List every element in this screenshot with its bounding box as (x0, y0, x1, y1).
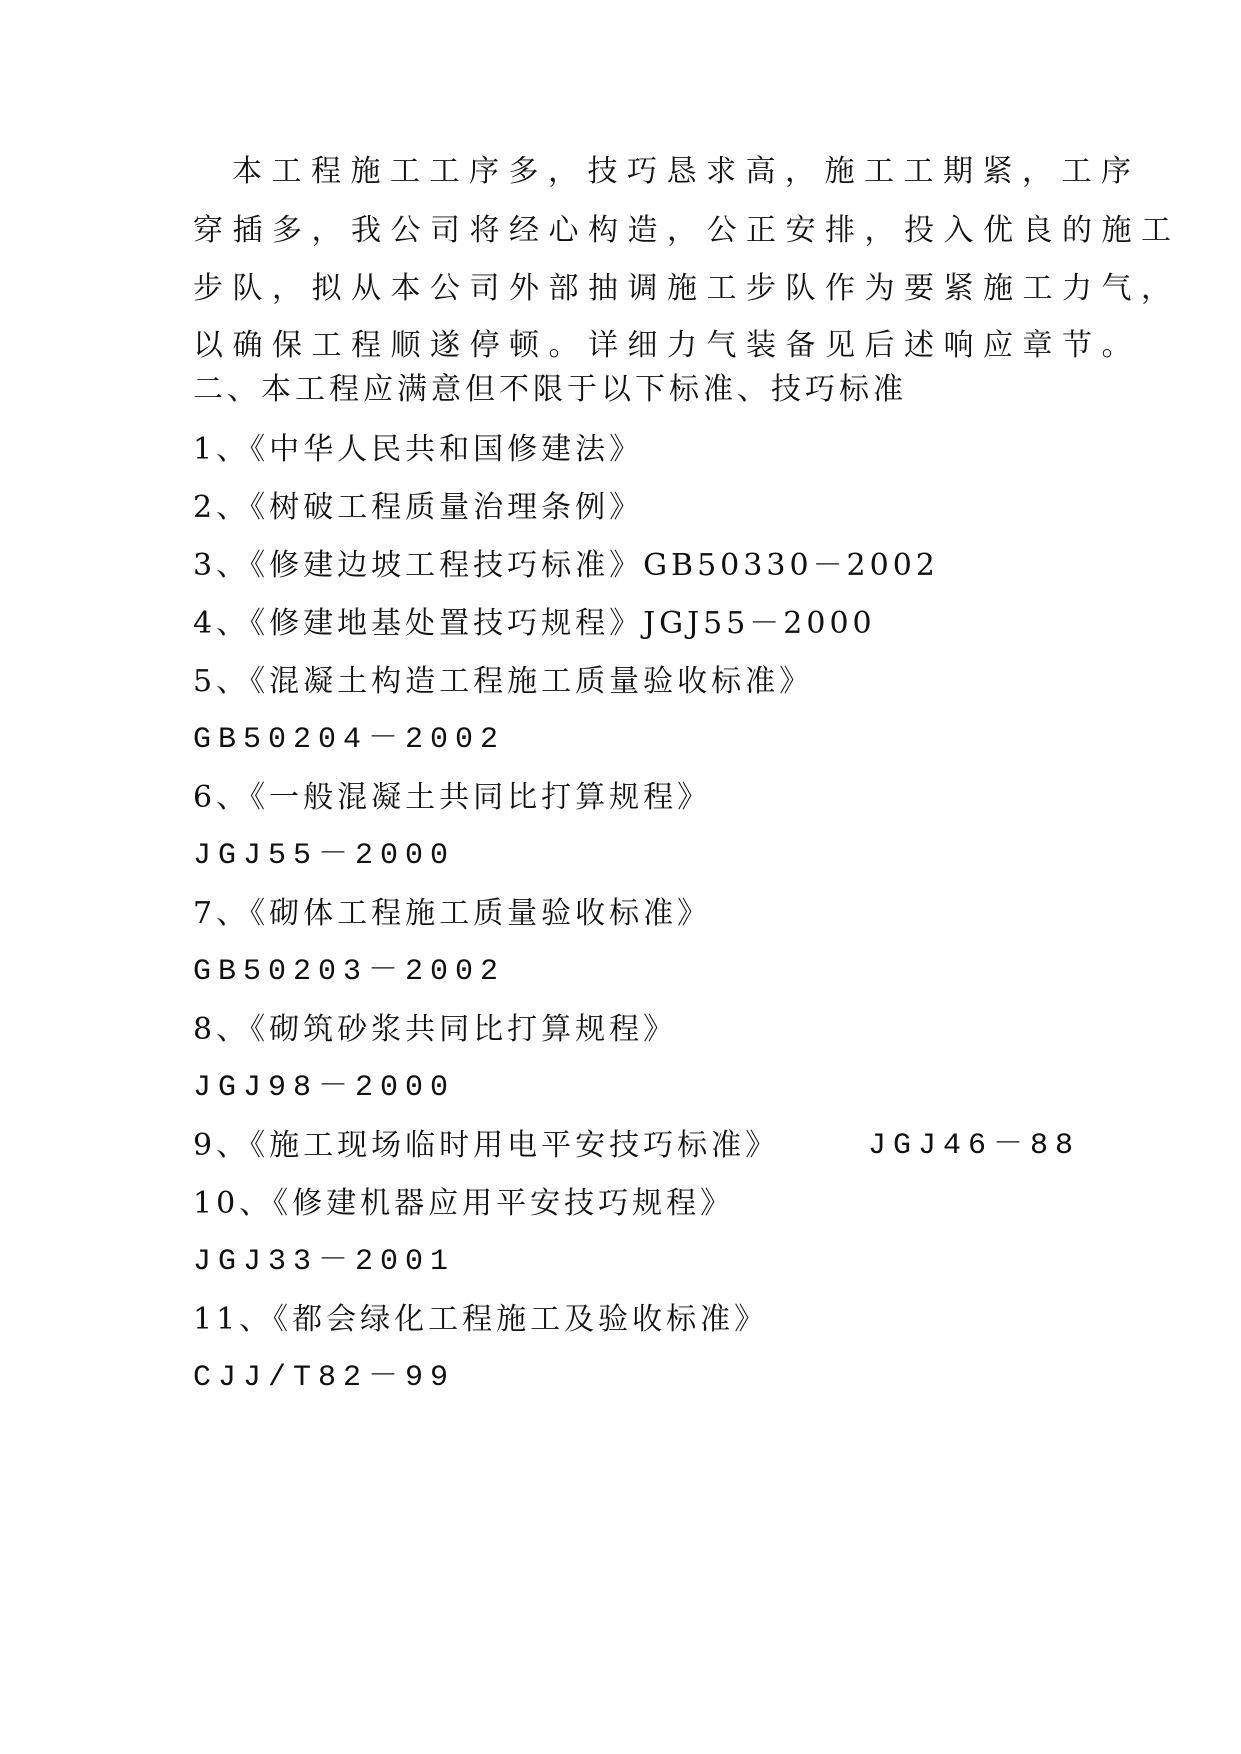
standard-item-8: 8、《砌筑砂浆共同比打算规程》 (193, 1012, 678, 1047)
standard-item-6: 6、《一般混凝土共同比打算规程》 (193, 780, 712, 815)
paragraph-line-4: 以确保工程顺遂停顿。详细力气装备见后述响应章节。 (193, 328, 1141, 363)
standard-item-7: 7、《砌体工程施工质量验收标准》 (193, 896, 712, 931)
standard-item-10: 10、《修建机器应用平安技巧规程》 (193, 1186, 735, 1221)
section-heading: 二、本工程应满意但不限于以下标准、技巧标准 (193, 372, 907, 407)
standard-item-3: 3、《修建边坡工程技巧标准》GB50330－2002 (193, 548, 939, 583)
standard-item-11: 11、《都会绿化工程施工及验收标准》 (193, 1302, 769, 1337)
standard-item-4: 4、《修建地基处置技巧规程》JGJ55－2000 (193, 606, 876, 641)
paragraph-line-3: 步队，拟从本公司外部抽调施工步队作为要紧施工力气， (193, 271, 1181, 306)
paragraph-line-1: 本工程施工工序多，技巧恳求高，施工工期紧，工序 (232, 154, 1141, 189)
standard-code-9: JGJ46－88 (868, 1129, 1081, 1163)
standard-code-8: JGJ98－2000 (193, 1071, 456, 1105)
standard-item-2: 2、《树破工程质量治理条例》 (193, 490, 644, 525)
standard-code-11: CJJ/T82－99 (193, 1361, 456, 1395)
standard-code-7: GB50203－2002 (193, 955, 506, 989)
standard-code-6: JGJ55－2000 (193, 839, 456, 873)
standard-code-10: JGJ33－2001 (193, 1245, 456, 1279)
standard-code-5: GB50204－2002 (193, 723, 506, 757)
paragraph-line-2: 穿插多，我公司将经心构造，公正安排，投入优良的施工 (193, 213, 1181, 248)
standard-item-1: 1、《中华人民共和国修建法》 (193, 432, 644, 467)
standard-item-9: 9、《施工现场临时用电平安技巧标准》 (193, 1128, 780, 1163)
standard-item-5: 5、《混凝土构造工程施工质量验收标准》 (193, 664, 814, 699)
